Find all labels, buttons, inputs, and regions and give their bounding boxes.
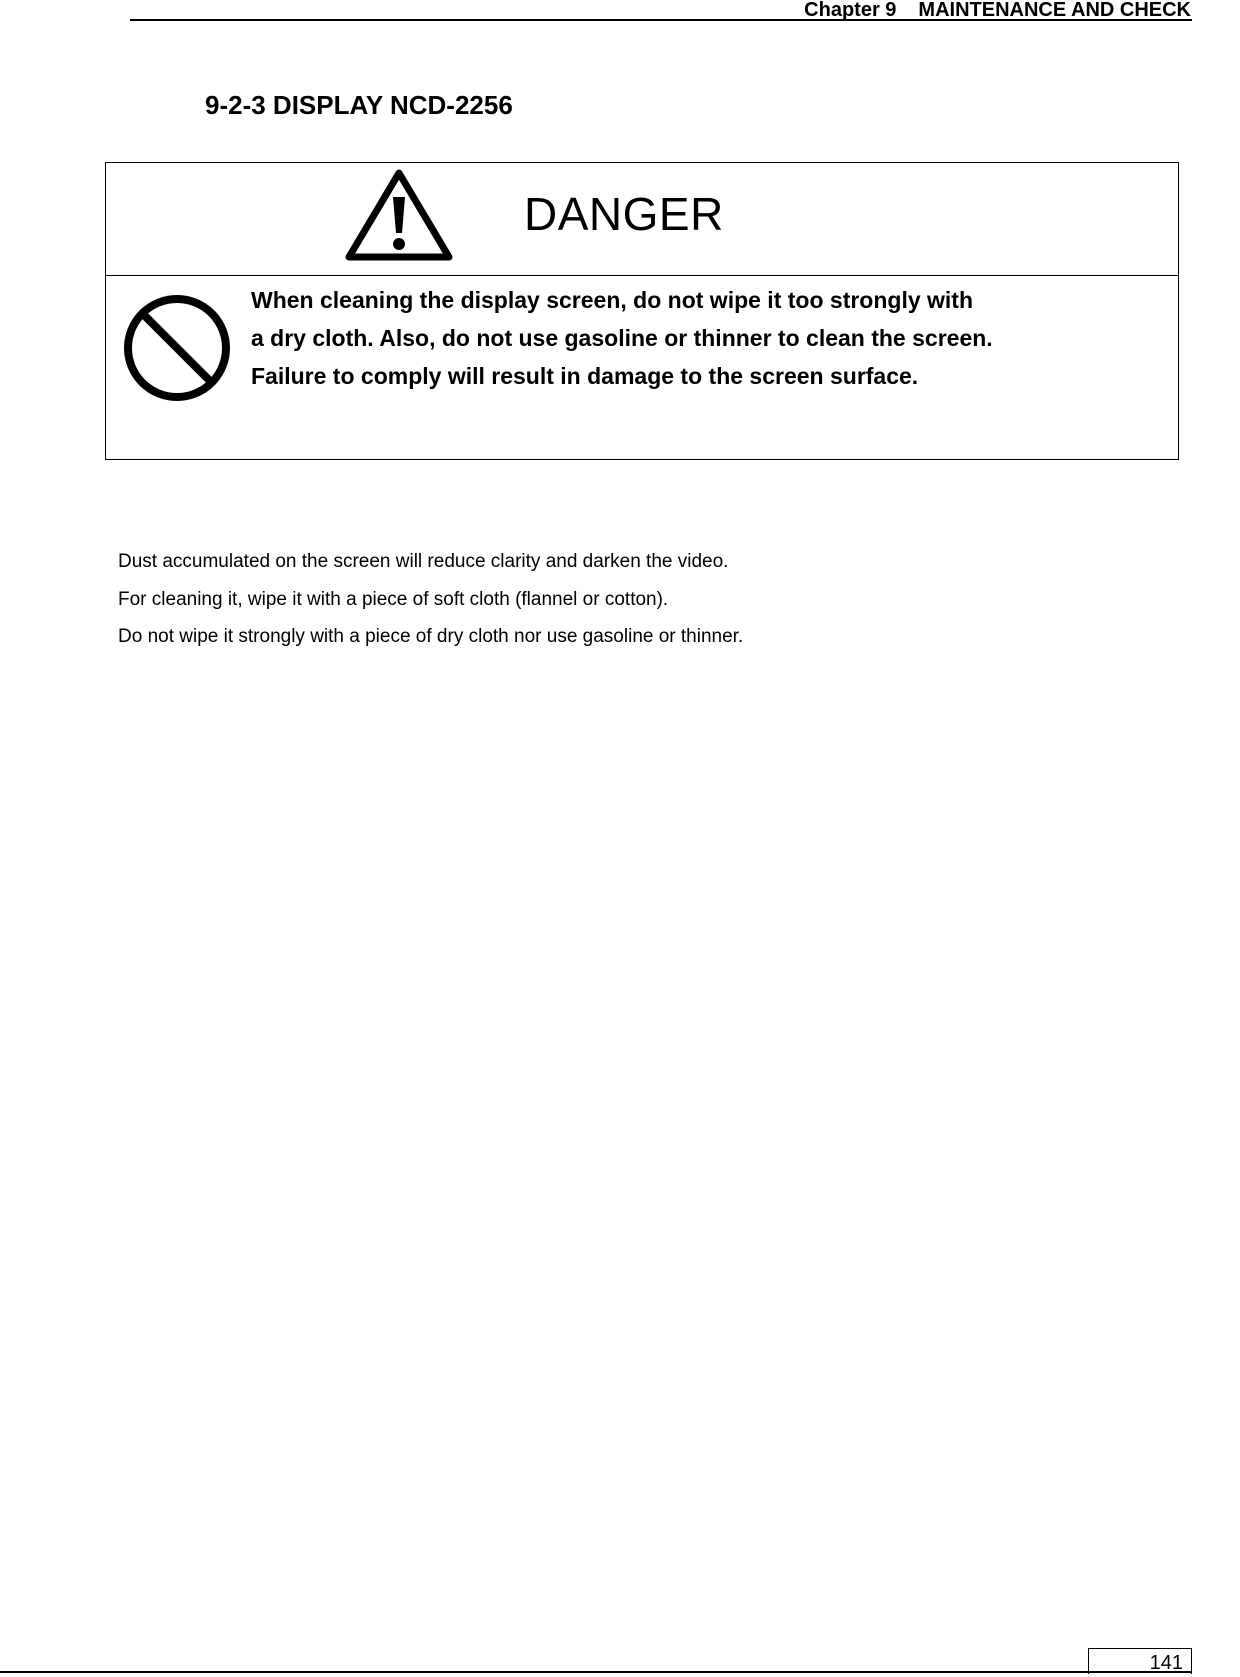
page-number: 141 (1088, 1648, 1192, 1674)
danger-notice-box (105, 162, 1179, 460)
header-chapter: Chapter 9 (804, 0, 897, 21)
header-rule (130, 19, 1192, 21)
section-title: 9-2-3 DISPLAY NCD-2256 (205, 90, 513, 120)
prohibition-icon (122, 293, 232, 403)
danger-header (106, 163, 1178, 276)
running-header (804, 0, 1191, 20)
danger-message-line: When cleaning the display screen, do not wipe it too strongly with (251, 287, 974, 313)
danger-message-line: Failure to comply will result in damage to the screen surface. (251, 363, 919, 389)
header-title: MAINTENANCE AND CHECK (918, 0, 1191, 21)
danger-heading: DANGER (524, 188, 724, 240)
footer-rule (0, 1671, 1192, 1673)
body-line: Do not wipe it strongly with a piece of dry cloth nor use gasoline or thinner. (118, 626, 744, 647)
body-line: Dust accumulated on the screen will reduce clarity and darken the video. (118, 551, 729, 572)
warning-triangle-icon (344, 167, 454, 263)
body-line: For cleaning it, wipe it with a piece of soft cloth (flannel or cotton). (118, 588, 669, 610)
danger-message-line: a dry cloth. Also, do not use gasoline or thinner to clean the screen. (251, 325, 993, 351)
danger-message (251, 281, 1151, 395)
body-paragraph (118, 543, 1118, 656)
